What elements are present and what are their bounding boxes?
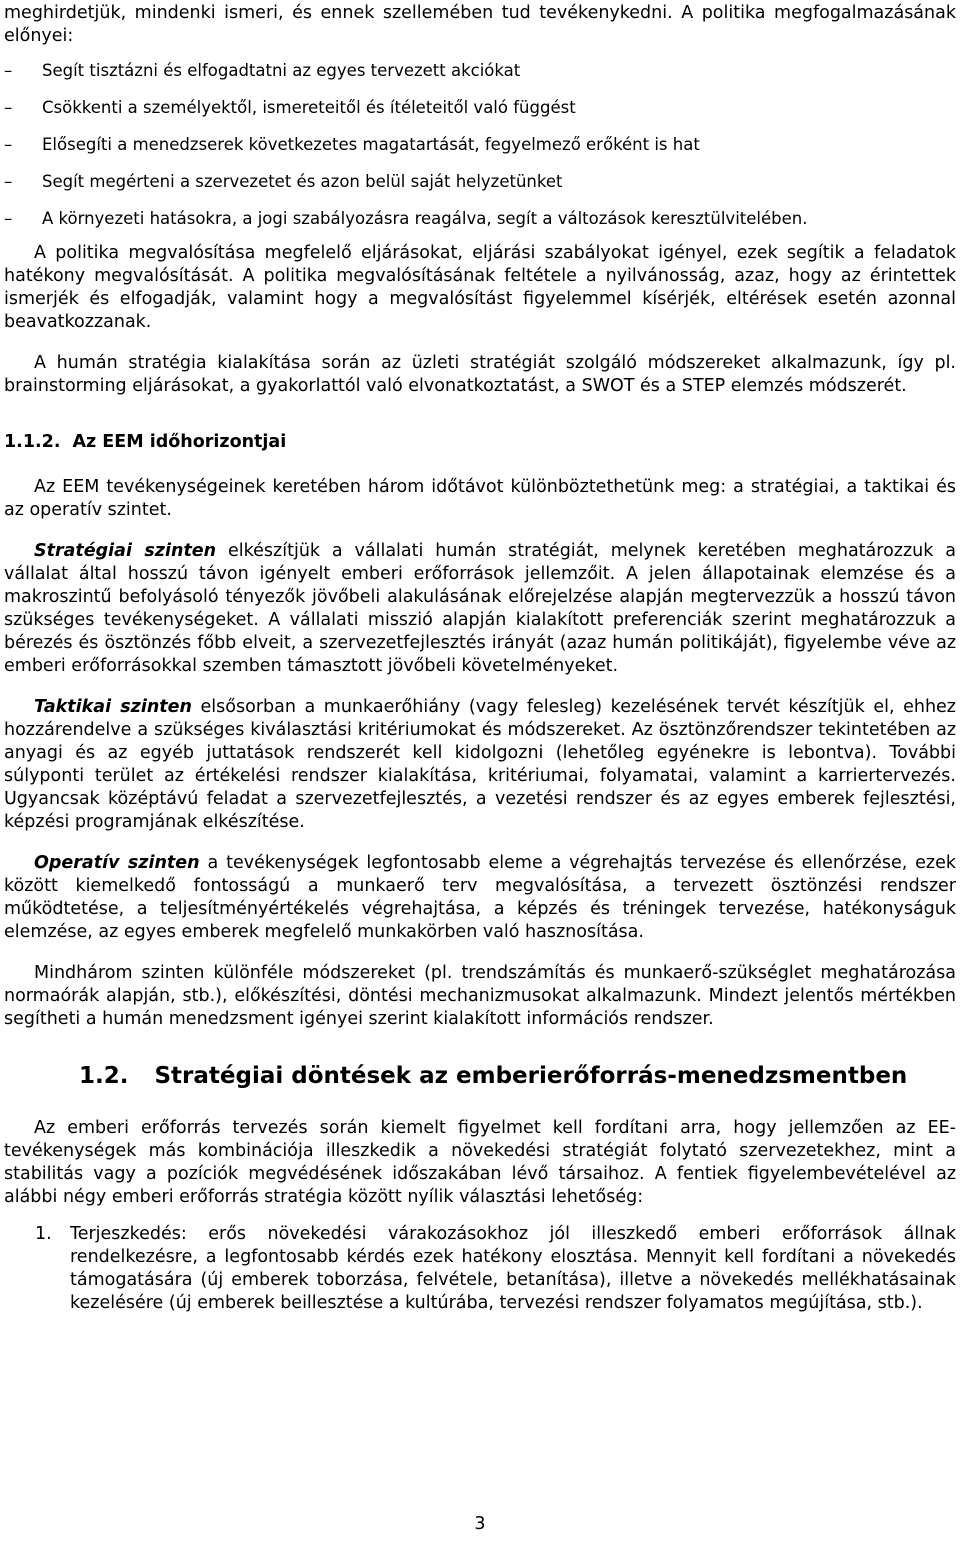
section-heading-1-2 — [4, 1061, 956, 1091]
section-number: 1.2. — [79, 1063, 129, 1089]
section-title: Stratégiai döntések az emberierőforrás-menedzsmentben — [154, 1063, 908, 1089]
dash-bullet: – — [4, 98, 13, 117]
strategic-level-lead: Stratégiai szinten — [34, 541, 217, 561]
list-item: 1. Terjeszkedés: erős növekedési várakozásokhoz jól illeszkedő emberi erőforrások állnak rendelkezésre, a legfontosabb kérdés ezek hatékony elosztása. Mennyit kell fordítani a növekedés támogatására (új emberek toborzása, felvétele, betanítása), illetve a növekedés mellékhatásainak kezelésére (új emberek beillesztése a kultúrába, tervezési rendszer folyamatos megújítása, stb.). — [35, 1224, 956, 1313]
tactical-level-paragraph: Taktikai szinten elsősorban a munkaerőhiány (vagy felesleg) kezelésének tervét készítjük el, ehhez hozzárendelve a szükséges kiválasztási kritériumokat és módszereket. Az ösztönzőrendszer tekintetében az anyagi és az egyéb juttatások rendszerét kell kidolgozni (lehetőleg egyénekre is lebontva). További súlyponti terület az értékelési rendszer kialakítása, kritériumai, folyamatai, valamint a karriertervezés. Ugyancsak középtávú feladat a szervezetfejlesztés, a vezetési rendszer és az egyes emberek fejlesztési, képzési programjának elkészítése. — [4, 697, 956, 832]
list-item: – Csökkenti a személyektől, ismereteitől és ítéleteitől való függést — [4, 98, 576, 117]
dash-bullet: – — [4, 172, 13, 191]
document-page — [4, 2, 956, 1315]
item-number: 1. — [35, 1224, 52, 1244]
dash-bullet: – — [4, 61, 13, 80]
politika-paragraph: A politika megvalósítása megfelelő eljárásokat, eljárási szabályokat igényel, ezek segítik a feladatok hatékony megvalósítását. A politika megvalósításának feltétele a nyilvánosság, azaz, hogy az érintettek ismerjék és elfogadják, valamint hogy a megvalósítást figyelemmel kísérjék, eltérések esetén azonnal beavatkozzanak. — [4, 243, 956, 332]
list-item: – A környezeti hatásokra, a jogi szabályozásra reagálva, segít a változások keresztülvitelében. — [4, 209, 808, 228]
three-levels-paragraph: Mindhárom szinten különféle módszereket (pl. trendszámítás és munkaerő-szükséglet meghatározása normaórák alapján, stb.), előkészítési, döntési mechanizmusokat alkalmazunk. Mindezt jelentős mértékben segítheti a humán menedzsment igényei szerint kialakított információs rendszer. — [4, 963, 956, 1029]
intro-paragraph: meghirdetjük, mindenki ismeri, és ennek szellemében tud tevékenykedni. A politika megfogalmazásának előnyei: — [4, 3, 956, 46]
dash-bullet: – — [4, 135, 13, 154]
list-item: – Segít megérteni a szervezetet és azon belül saját helyzetünket — [4, 172, 563, 191]
list-item: – Segít tisztázni és elfogadtatni az egyes tervezett akciókat — [4, 61, 521, 80]
hr-planning-paragraph: Az emberi erőforrás tervezés során kiemelt figyelmet kell fordítani arra, hogy jellemzően az EE-tevékenységek más kombinációja illeszkedik a növekedési stratégiát folytató szervezetekhez, mint a stabilitás vagy a pozíciók megvédésének időszakában lévő társaihoz. A fentiek figyelembevételével az alábbi négy emberi erőforrás stratégia között nyílik választási lehetőség: — [4, 1118, 956, 1207]
human-strategy-paragraph: A humán stratégia kialakítása során az üzleti stratégiát szolgáló módszereket alkalmazunk, így pl. brainstorming eljárásokat, a gyakorlattól való elvonatkoztatást, a SWOT és a STEP elemzés módszerét. — [4, 353, 956, 396]
operative-level-paragraph: Operatív szinten a tevékenységek legfontosabb eleme a végrehajtás tervezése és ellenőrzése, ezek között kiemelkedő fontosságú a munkaerő terv megvalósítása, a tervezett ösztönzési rendszer működtetése, a teljesítményértékelés végrehajtása, a képzés és tréningek tervezése, hatékonyságuk elemzése, az egyes emberek megfelelő munkakörben való hasznosítása. — [4, 853, 956, 942]
dash-bullet: – — [4, 209, 13, 228]
benefits-list — [4, 59, 956, 230]
tactical-level-lead: Taktikai szinten — [34, 697, 192, 717]
section-heading-1-1-2 — [4, 431, 956, 454]
list-item: – Elősegíti a menedzserek következetes magatartását, fegyelmező erőként is hat — [4, 135, 700, 154]
eem-paragraph: Az EEM tevékenységeinek keretében három időtávot különböztethetünk meg: a stratégiai, a taktikai és az operatív szintet. — [4, 477, 956, 520]
section-number: 1.1.2. — [4, 432, 61, 452]
strategic-level-paragraph: Stratégiai szinten elkészítjük a vállalati humán stratégiát, melynek keretében meghatározzuk a vállalat által hosszú távon igényelt emberi erőforrások jellemzőit. A jelen állapotainak elemzése és a makroszintű befolyásoló tényezők jövőbeli alakulásának előrejelzése alapján megtervezzük a hosszú távon szükséges tevékenységeket. A vállalati misszió alapján kialakított preferenciák szerint meghatározzuk a bérezés és ösztönzés főbb elveit, a szervezetfejlesztés irányát (azaz humán politikáját), figyelembe véve az emberi erőforrásokkal szemben támasztott jövőbeli követelményeket. — [4, 541, 956, 676]
page-number: 3 — [474, 1514, 486, 1534]
section-title: Az EEM időhorizontjai — [72, 432, 287, 452]
strategy-list — [4, 1223, 956, 1315]
operative-level-lead: Operatív szinten — [34, 853, 200, 873]
